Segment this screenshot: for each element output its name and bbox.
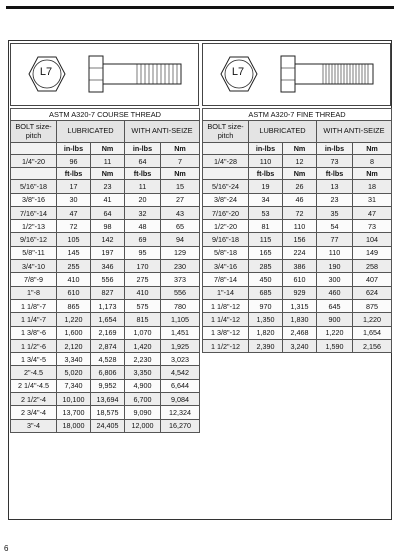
torque-value-cell: 7 <box>161 155 200 168</box>
torque-value-cell: 900 <box>317 313 353 326</box>
anti-seize-column-header: WITH ANTI-SEIZE <box>125 121 200 143</box>
grade-mark-label: L7 <box>39 66 53 78</box>
table-row <box>203 339 392 352</box>
torque-value-cell: 41 <box>91 193 125 206</box>
torque-value-cell: 4,528 <box>91 353 125 366</box>
bolt-size-cell: 7/16"-20 <box>203 206 249 219</box>
torque-value-cell: 7,340 <box>57 379 91 392</box>
bolt-size-cell: 1 1/2"-12 <box>203 339 249 352</box>
bolt-size-cell: 3/8"-16 <box>11 193 57 206</box>
torque-value-cell: 556 <box>161 286 200 299</box>
torque-value-cell: 18 <box>353 180 392 193</box>
bolt-size-cell: 5/8"-18 <box>203 246 249 259</box>
torque-value-cell: 73 <box>353 220 392 233</box>
torque-value-cell: 13,694 <box>91 393 125 406</box>
torque-value-cell: 16,270 <box>161 419 200 432</box>
bolt-size-cell: 9/16"-18 <box>203 233 249 246</box>
torque-value-cell: 410 <box>125 286 161 299</box>
table-row <box>11 299 200 312</box>
torque-value-cell: 47 <box>353 206 392 219</box>
table-row <box>11 419 200 432</box>
table-row <box>203 155 392 168</box>
torque-value-cell: 373 <box>161 273 200 286</box>
bolt-size-cell: 3"-4 <box>11 419 57 432</box>
table-row <box>203 273 392 286</box>
torque-value-cell: 575 <box>125 299 161 312</box>
bolt-size-cell: 1 1/2"-6 <box>11 339 57 352</box>
table-row <box>11 193 200 206</box>
torque-value-cell: 1,820 <box>249 326 283 339</box>
torque-value-cell: 460 <box>317 286 353 299</box>
bolt-size-cell: 1/4"-20 <box>11 155 57 168</box>
torque-value-cell: 32 <box>125 206 161 219</box>
torque-value-cell: 110 <box>283 220 317 233</box>
torque-value-cell: 24,405 <box>91 419 125 432</box>
lubricated-column-header: LUBRICATED <box>249 121 317 143</box>
bolt-size-cell: 1 1/4"-7 <box>11 313 57 326</box>
table-row <box>11 313 200 326</box>
torque-value-cell: 610 <box>283 273 317 286</box>
table-title: ASTM A320-7 FINE THREAD <box>203 109 392 121</box>
torque-value-cell: 81 <box>249 220 283 233</box>
bolt-size-cell: 1 3/8"-12 <box>203 326 249 339</box>
torque-value-cell: 110 <box>317 246 353 259</box>
torque-value-cell: 258 <box>353 260 392 273</box>
torque-value-cell: 156 <box>283 233 317 246</box>
torque-value-cell: 610 <box>57 286 91 299</box>
bolt-size-cell: 3/8"-24 <box>203 193 249 206</box>
torque-value-cell: 1,105 <box>161 313 200 326</box>
lubricated-column-header: LUBRICATED <box>57 121 125 143</box>
torque-value-cell: 865 <box>57 299 91 312</box>
torque-value-cell: 1,220 <box>317 326 353 339</box>
torque-value-cell: 72 <box>283 206 317 219</box>
torque-value-cell: 47 <box>57 206 91 219</box>
torque-value-cell: 13 <box>317 180 353 193</box>
torque-value-cell: 450 <box>249 273 283 286</box>
torque-value-cell: 104 <box>353 233 392 246</box>
table-row <box>203 246 392 259</box>
torque-value-cell: 3,340 <box>57 353 91 366</box>
table-row <box>11 393 200 406</box>
bolt-size-cell: 1 1/8"-7 <box>11 299 57 312</box>
torque-value-cell: 95 <box>125 246 161 259</box>
torque-value-cell: 11 <box>125 180 161 193</box>
table-row <box>203 206 392 219</box>
grade-mark-label: L7 <box>231 66 245 78</box>
torque-value-cell: 54 <box>317 220 353 233</box>
torque-value-cell: 6,700 <box>125 393 161 406</box>
table-row <box>203 286 392 299</box>
torque-value-cell: 556 <box>91 273 125 286</box>
torque-value-cell: 129 <box>161 246 200 259</box>
torque-value-cell: 48 <box>125 220 161 233</box>
torque-value-cell: 1,070 <box>125 326 161 339</box>
bolt-column-header: BOLT size-pitch <box>11 121 57 143</box>
bolt-size-cell: 2 1/2"-4 <box>11 393 57 406</box>
torque-value-cell: 827 <box>91 286 125 299</box>
unit-label: Nm <box>353 143 392 155</box>
unit-label: Nm <box>353 168 392 180</box>
torque-value-cell: 64 <box>125 155 161 168</box>
bolt-size-cell: 1"-14 <box>203 286 249 299</box>
unit-label: ft-lbs <box>57 168 91 180</box>
table-row <box>11 260 200 273</box>
torque-value-cell: 19 <box>249 180 283 193</box>
table-row <box>203 220 392 233</box>
torque-value-cell: 1,173 <box>91 299 125 312</box>
torque-value-cell: 11 <box>91 155 125 168</box>
table-row <box>11 273 200 286</box>
bolt-size-cell: 1/4"-28 <box>203 155 249 168</box>
bolt-size-cell: 7/8"-9 <box>11 273 57 286</box>
torque-value-cell: 53 <box>249 206 283 219</box>
table-row <box>203 193 392 206</box>
torque-value-cell: 1,315 <box>283 299 317 312</box>
unit-label: Nm <box>91 143 125 155</box>
torque-value-cell: 105 <box>57 233 91 246</box>
unit-label: Nm <box>161 168 200 180</box>
table-row <box>203 260 392 273</box>
torque-value-cell: 2,120 <box>57 339 91 352</box>
bolt-size-cell: 1/2"-20 <box>203 220 249 233</box>
torque-value-cell: 255 <box>57 260 91 273</box>
bolt-size-cell: 1 3/4"-5 <box>11 353 57 366</box>
torque-value-cell: 5,020 <box>57 366 91 379</box>
torque-value-cell: 9,090 <box>125 406 161 419</box>
torque-value-cell: 2,468 <box>283 326 317 339</box>
torque-value-cell: 929 <box>283 286 317 299</box>
torque-value-cell: 18,575 <box>91 406 125 419</box>
torque-value-cell: 1,600 <box>57 326 91 339</box>
torque-value-cell: 12 <box>283 155 317 168</box>
torque-value-cell: 645 <box>317 299 353 312</box>
fine-thread-panel <box>202 43 391 353</box>
unit-label: in-lbs <box>249 143 283 155</box>
table-row <box>11 220 200 233</box>
torque-value-cell: 2,874 <box>91 339 125 352</box>
unit-label: in-lbs <box>317 143 353 155</box>
unit-label: Nm <box>161 143 200 155</box>
torque-value-cell: 18,000 <box>57 419 91 432</box>
bolt-size-cell: 2"-4.5 <box>11 366 57 379</box>
bolt-size-cell: 1/2"-13 <box>11 220 57 233</box>
torque-value-cell: 3,240 <box>283 339 317 352</box>
torque-value-cell: 142 <box>91 233 125 246</box>
torque-value-cell: 386 <box>283 260 317 273</box>
torque-value-cell: 9,084 <box>161 393 200 406</box>
bolt-size-cell: 7/16"-14 <box>11 206 57 219</box>
torque-value-cell: 4,900 <box>125 379 161 392</box>
table-row <box>11 233 200 246</box>
table-row <box>203 180 392 193</box>
torque-value-cell: 43 <box>161 206 200 219</box>
torque-value-cell: 20 <box>125 193 161 206</box>
torque-value-cell: 13,700 <box>57 406 91 419</box>
table-row <box>11 155 200 168</box>
table-row <box>11 379 200 392</box>
torque-value-cell: 285 <box>249 260 283 273</box>
torque-value-cell: 275 <box>125 273 161 286</box>
torque-value-cell: 407 <box>353 273 392 286</box>
table-row <box>203 299 392 312</box>
page-number: 6 <box>4 544 9 553</box>
torque-table <box>202 108 392 353</box>
torque-value-cell: 145 <box>57 246 91 259</box>
torque-value-cell: 15 <box>161 180 200 193</box>
bolt-illustration <box>10 43 199 106</box>
torque-value-cell: 2,156 <box>353 339 392 352</box>
torque-value-cell: 1,350 <box>249 313 283 326</box>
torque-value-cell: 9,952 <box>91 379 125 392</box>
torque-value-cell: 410 <box>57 273 91 286</box>
table-row <box>203 313 392 326</box>
table-row <box>11 206 200 219</box>
table-row <box>11 353 200 366</box>
torque-value-cell: 780 <box>161 299 200 312</box>
torque-value-cell: 6,644 <box>161 379 200 392</box>
bolt-size-cell: 3/4"-10 <box>11 260 57 273</box>
bolt-size-cell: 5/16"-18 <box>11 180 57 193</box>
bolt-size-cell: 2 3/4"-4 <box>11 406 57 419</box>
unit-label: ft-lbs <box>317 168 353 180</box>
table-row <box>11 406 200 419</box>
torque-value-cell: 23 <box>317 193 353 206</box>
torque-value-cell: 26 <box>283 180 317 193</box>
torque-value-cell: 12,324 <box>161 406 200 419</box>
torque-value-cell: 197 <box>91 246 125 259</box>
torque-value-cell: 65 <box>161 220 200 233</box>
torque-value-cell: 8 <box>353 155 392 168</box>
torque-value-cell: 23 <box>91 180 125 193</box>
torque-value-cell: 110 <box>249 155 283 168</box>
bolt-size-cell: 1"-8 <box>11 286 57 299</box>
torque-value-cell: 27 <box>161 193 200 206</box>
bolt-size-cell: 3/4"-16 <box>203 260 249 273</box>
unit-label: ft-lbs <box>249 168 283 180</box>
torque-value-cell: 31 <box>353 193 392 206</box>
torque-table <box>10 108 200 433</box>
torque-value-cell: 190 <box>317 260 353 273</box>
torque-value-cell: 2,169 <box>91 326 125 339</box>
torque-value-cell: 73 <box>317 155 353 168</box>
torque-value-cell: 3,023 <box>161 353 200 366</box>
torque-value-cell: 12,000 <box>125 419 161 432</box>
unit-label: Nm <box>283 143 317 155</box>
torque-value-cell: 230 <box>161 260 200 273</box>
bolt-size-cell: 7/8"-14 <box>203 273 249 286</box>
coarse-thread-panel <box>10 43 199 433</box>
bolt-column-header: BOLT size-pitch <box>203 121 249 143</box>
table-row <box>11 286 200 299</box>
torque-value-cell: 170 <box>125 260 161 273</box>
bolt-size-cell: 5/16"-24 <box>203 180 249 193</box>
table-row <box>11 326 200 339</box>
torque-value-cell: 2,230 <box>125 353 161 366</box>
torque-value-cell: 46 <box>283 193 317 206</box>
table-title: ASTM A320-7 COURSE THREAD <box>11 109 200 121</box>
torque-value-cell: 1,590 <box>317 339 353 352</box>
bolt-size-cell: 2 1/4"-4.5 <box>11 379 57 392</box>
torque-value-cell: 4,542 <box>161 366 200 379</box>
torque-value-cell: 1,220 <box>353 313 392 326</box>
torque-value-cell: 35 <box>317 206 353 219</box>
bolt-size-cell: 1 1/4"-12 <box>203 313 249 326</box>
torque-value-cell: 1,654 <box>91 313 125 326</box>
torque-value-cell: 149 <box>353 246 392 259</box>
torque-value-cell: 3,350 <box>125 366 161 379</box>
torque-value-cell: 72 <box>57 220 91 233</box>
torque-value-cell: 1,420 <box>125 339 161 352</box>
torque-value-cell: 1,925 <box>161 339 200 352</box>
table-row <box>11 246 200 259</box>
torque-value-cell: 1,220 <box>57 313 91 326</box>
torque-value-cell: 1,451 <box>161 326 200 339</box>
unit-label: in-lbs <box>57 143 91 155</box>
bolt-size-cell: 1 1/8"-12 <box>203 299 249 312</box>
torque-value-cell: 875 <box>353 299 392 312</box>
torque-value-cell: 970 <box>249 299 283 312</box>
unit-label: Nm <box>283 168 317 180</box>
bolt-size-cell: 5/8"-11 <box>11 246 57 259</box>
torque-value-cell: 17 <box>57 180 91 193</box>
torque-value-cell: 34 <box>249 193 283 206</box>
table-row <box>11 180 200 193</box>
torque-value-cell: 2,390 <box>249 339 283 352</box>
torque-value-cell: 98 <box>91 220 125 233</box>
torque-value-cell: 10,100 <box>57 393 91 406</box>
torque-value-cell: 64 <box>91 206 125 219</box>
bolt-illustration <box>202 43 391 106</box>
torque-value-cell: 624 <box>353 286 392 299</box>
anti-seize-column-header: WITH ANTI-SEIZE <box>317 121 392 143</box>
table-row <box>203 326 392 339</box>
table-row <box>203 233 392 246</box>
bolt-size-cell: 9/16"-12 <box>11 233 57 246</box>
torque-value-cell: 300 <box>317 273 353 286</box>
torque-value-cell: 165 <box>249 246 283 259</box>
torque-value-cell: 77 <box>317 233 353 246</box>
bolt-size-cell: 1 3/8"-6 <box>11 326 57 339</box>
torque-value-cell: 346 <box>91 260 125 273</box>
torque-value-cell: 69 <box>125 233 161 246</box>
torque-value-cell: 96 <box>57 155 91 168</box>
torque-value-cell: 1,830 <box>283 313 317 326</box>
table-row <box>11 339 200 352</box>
torque-value-cell: 30 <box>57 193 91 206</box>
top-rule <box>6 6 394 9</box>
table-row <box>11 366 200 379</box>
torque-value-cell: 685 <box>249 286 283 299</box>
torque-value-cell: 6,806 <box>91 366 125 379</box>
torque-value-cell: 224 <box>283 246 317 259</box>
torque-value-cell: 815 <box>125 313 161 326</box>
torque-value-cell: 115 <box>249 233 283 246</box>
unit-label: ft-lbs <box>125 168 161 180</box>
torque-value-cell: 94 <box>161 233 200 246</box>
torque-value-cell: 1,654 <box>353 326 392 339</box>
unit-label: Nm <box>91 168 125 180</box>
unit-label: in-lbs <box>125 143 161 155</box>
